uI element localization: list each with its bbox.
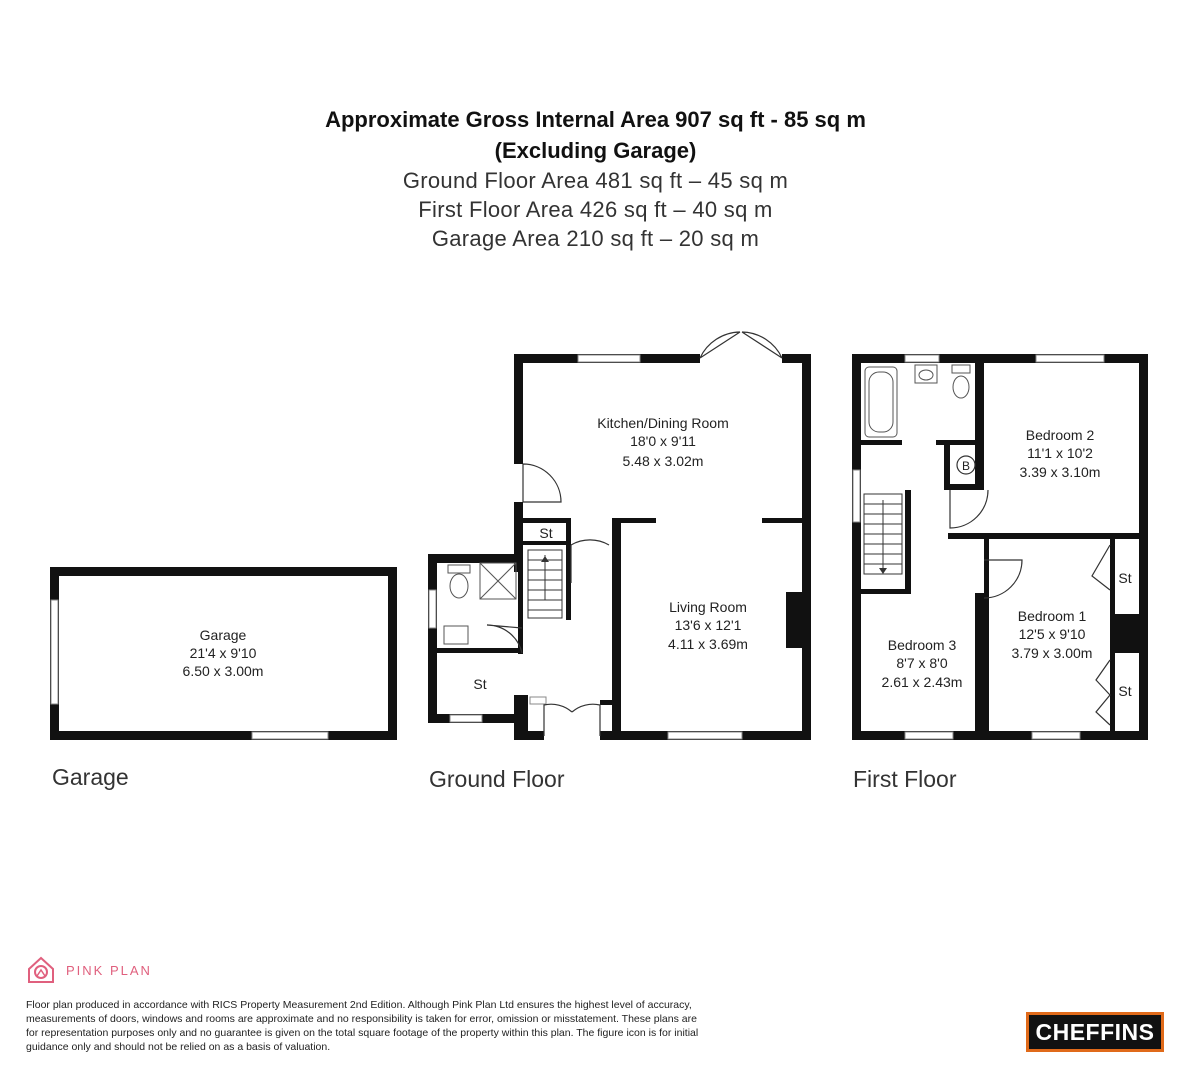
landing-wall-bottom (861, 589, 911, 594)
cupboard-wall-bottom (944, 484, 984, 490)
title-area: Approximate Gross Internal Area 907 sq ft - 85 sq m (325, 107, 866, 132)
porch-wall-bottom-left (514, 731, 544, 740)
room-labels (183, 415, 1132, 699)
toilet-icon-ground (450, 574, 468, 598)
hall-door-swing (571, 540, 609, 583)
wc-partition (437, 648, 518, 653)
title-excluding: (Excluding Garage) (494, 138, 697, 163)
kitchen-metric: 5.48 x 3.02m (622, 453, 704, 469)
first-chimney (1115, 614, 1139, 650)
bed2-wall-left (975, 363, 984, 489)
store-wall-bottom (523, 541, 571, 545)
landing-wall (905, 490, 911, 594)
store-label-bed1-top: St (1118, 570, 1132, 586)
living-wall-left (612, 518, 621, 740)
porch-wall-right (600, 700, 621, 705)
wc-wall-right (518, 554, 523, 654)
store-wall-top (523, 518, 571, 523)
toilet-cistern-first (952, 365, 970, 373)
front-door-swing (544, 704, 600, 736)
living-metric: 4.11 x 3.69m (668, 636, 748, 652)
bed3-name: Bedroom 3 (887, 637, 957, 653)
kitchen-imperial: 18'0 x 9'11 (630, 433, 696, 449)
pink-plan-brand (26, 955, 152, 985)
first-wall-left (852, 354, 861, 740)
living-wall-top-right (762, 518, 811, 523)
wardrobe-door-top (1092, 545, 1110, 590)
utility-window (450, 715, 482, 722)
stair-arrow-ground (541, 556, 549, 562)
store-label-hall: St (539, 525, 553, 541)
floor-label-first: First Floor (853, 766, 957, 792)
ground-area-line: Ground Floor Area 481 sq ft – 45 sq m (402, 168, 789, 193)
first-wall-bottom (852, 731, 1148, 740)
boiler-label: B (961, 459, 971, 473)
bed2-window (1036, 355, 1104, 362)
first-area-line: First Floor Area 426 sq ft – 40 sq m (418, 197, 773, 222)
french-door-opening (700, 354, 782, 363)
bath-wall-bottom (861, 440, 902, 445)
wc-wall-left (428, 554, 437, 723)
toilet-icon-first (953, 376, 969, 398)
brand-name: PINK PLAN (66, 962, 152, 978)
chimney-breast (786, 592, 802, 648)
cupboard-wall-left (944, 440, 950, 490)
first-wall-right (1139, 354, 1148, 740)
stair-arrow-first (879, 568, 887, 574)
floor-label-ground: Ground Floor (429, 766, 565, 792)
bed2-name: Bedroom 2 (1025, 427, 1095, 443)
bath-window (905, 355, 939, 362)
landing-window (853, 470, 860, 522)
garage-wall-top (50, 567, 397, 576)
stairs-wall-right (566, 518, 571, 620)
bed1-name: Bedroom 1 (1017, 608, 1087, 624)
kitchen-window (578, 355, 640, 362)
bed3-metric: 2.61 x 2.43m (881, 674, 963, 690)
garage-wall-right (388, 567, 397, 740)
ground-wall-left-upper (514, 354, 523, 464)
bed1-wall-left (984, 539, 989, 739)
wc-basin-icon (444, 626, 468, 644)
porch-stub (524, 695, 528, 705)
living-imperial: 13'6 x 12'1 (674, 617, 742, 633)
wardrobe-door-bottom (1096, 660, 1110, 725)
wardrobe-divider (1115, 648, 1139, 653)
wc-wall-top (428, 554, 522, 563)
bed1-imperial: 12'5 x 9'10 (1018, 626, 1086, 642)
wardrobe-wall (1110, 539, 1115, 739)
kitchen-name: Kitchen/Dining Room (597, 415, 729, 431)
living-name: Living Room (669, 599, 747, 615)
walls (50, 354, 1148, 740)
cupboard-wall-top (936, 440, 980, 445)
cheffins-logo (1026, 1012, 1164, 1052)
garage-area-line: Garage Area 210 sq ft – 20 sq m (431, 226, 760, 251)
garage-metric: 6.50 x 3.00m (182, 663, 264, 679)
garage-wall-bottom (50, 731, 397, 740)
garage-window-left (51, 600, 58, 704)
bed3-imperial: 8'7 x 8'0 (896, 655, 948, 671)
house-logo-icon (26, 955, 56, 985)
floor-label-garage: Garage (52, 764, 129, 790)
garage-name: Garage (199, 627, 247, 643)
store-label-utility: St (473, 676, 487, 692)
bed2-wall-bottom (948, 533, 1148, 539)
cheffins-logo-text: CHEFFINS (1035, 1018, 1155, 1045)
living-wall-top-left (612, 518, 656, 523)
bed1-door-swing (984, 560, 1022, 598)
bed1-window (1032, 732, 1080, 739)
store-label-bed1-bottom: St (1118, 683, 1132, 699)
landing-door-swing (950, 490, 988, 528)
disclaimer-text: Floor plan produced in accordance with RICS Property Measurement 2nd Edition. Although Pink Plan Ltd ensures the highest level of accuracy, measurements of doors, windows and rooms are approximate and no responsibility is taken for error, omission or misstatement. These plans are for representation purposes only and no guarantee is given on the total square footage of the property within this plan. The figure icon is for initial guidance only and should not be relied on as a basis of valuation. (26, 999, 699, 1053)
bed1-metric: 3.79 x 3.00m (1011, 645, 1093, 661)
porch-wall-bottom-right (600, 731, 621, 740)
garage-window-bottom (252, 732, 328, 739)
porch-window (530, 697, 546, 704)
bed3-bed1-wall (975, 593, 984, 740)
kitchen-door-swing (523, 464, 561, 502)
toilet-cistern-ground (448, 565, 470, 573)
ground-wall-right (802, 354, 811, 740)
wc-window (429, 590, 436, 628)
bed2-imperial: 11'1 x 10'2 (1027, 445, 1093, 461)
bath-inner (869, 372, 893, 432)
bed3-window (905, 732, 953, 739)
garage-imperial: 21'4 x 9'10 (189, 645, 257, 661)
bed2-metric: 3.39 x 3.10m (1019, 464, 1101, 480)
living-window (668, 732, 742, 739)
